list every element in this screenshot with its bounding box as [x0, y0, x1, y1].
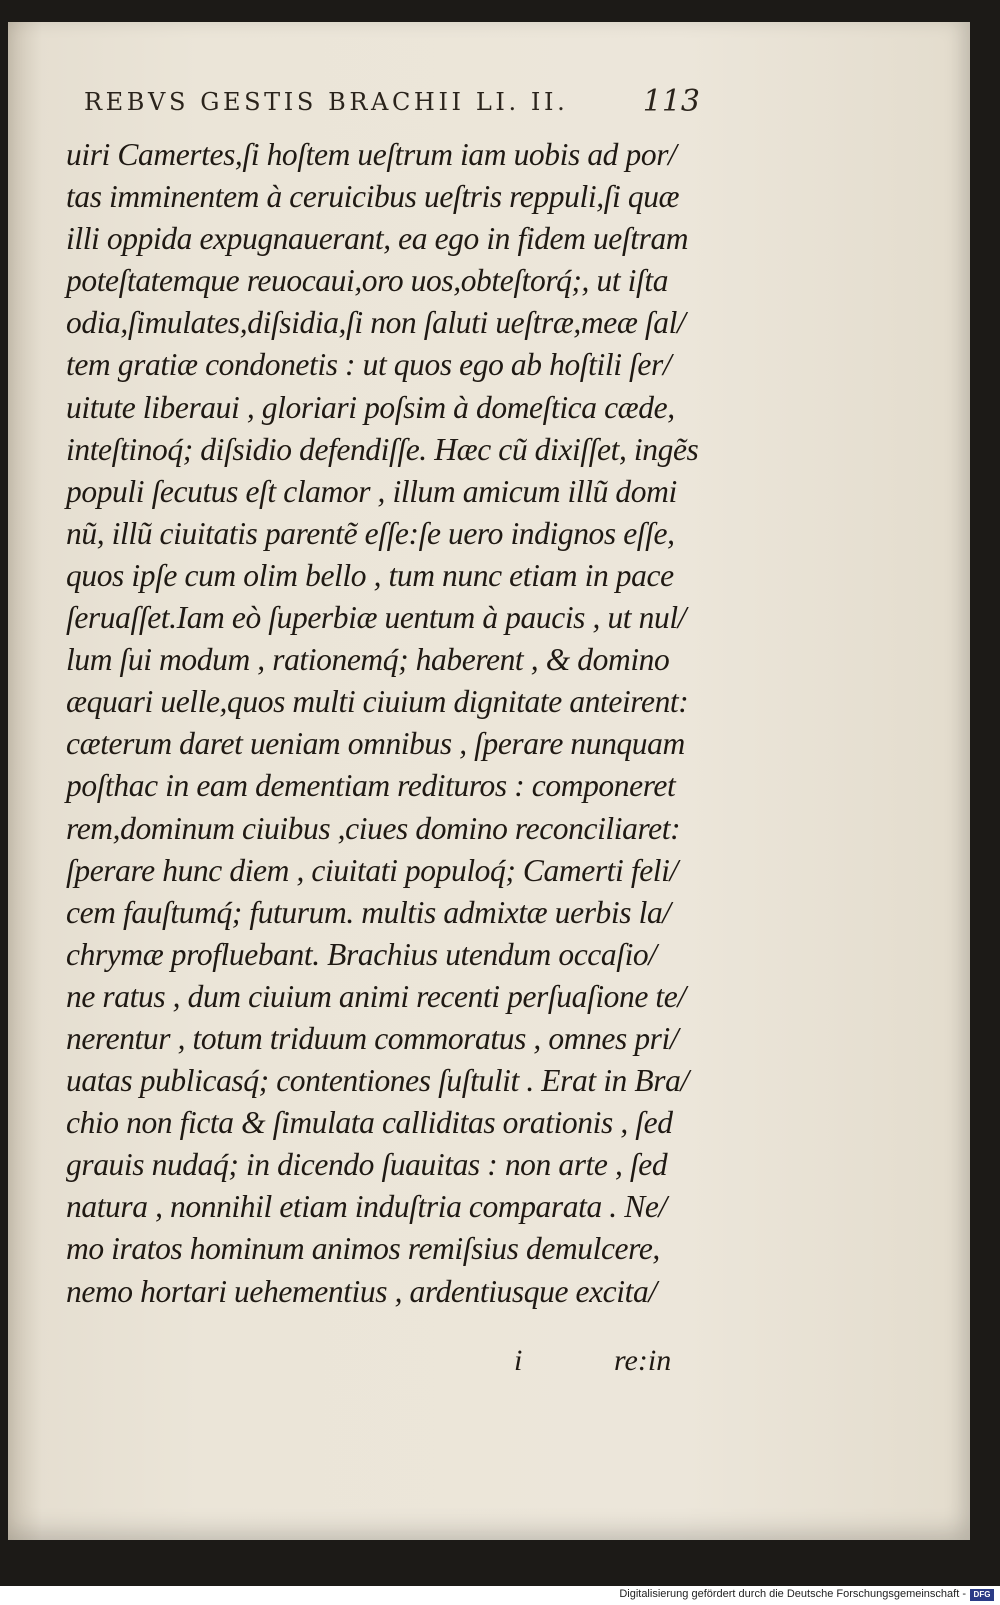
text-line: natura , nonnihil etiam induſtria comparata . Ne/	[66, 1189, 667, 1225]
text-line: æquari uelle,quos multi ciuium dignitate anteirent:	[66, 684, 689, 720]
catchword: re:in	[614, 1344, 672, 1377]
text-line: chio non ficta & ſimulata calliditas orationis , ſed	[66, 1105, 673, 1141]
body-text	[66, 134, 706, 1313]
text-line: poſthac in eam dementiam redituros : componeret	[66, 768, 676, 804]
gutter-shadow	[8, 22, 42, 1540]
text-line: uatas publicasq́; contentiones ſuſtulit . Erat in Bra/	[66, 1063, 689, 1099]
text-line: lum ſui modum , rationemq́; haberent , & domino	[66, 642, 670, 678]
text-line: mo iratos hominum animos remiſsius demulcere,	[66, 1231, 660, 1267]
footer-strip	[0, 1586, 1000, 1605]
text-line: tem gratiæ condonetis : ut quos ego ab hoſtili ſer/	[66, 347, 672, 383]
footer-credit: Digitalisierung gefördert durch die Deutsche Forschungsgemeinschaft -	[619, 1588, 966, 1600]
text-line: nemo hortari uehementius , ardentiusque excita/	[66, 1273, 657, 1309]
running-head-title: REBVS GESTIS BRACHII LI. II.	[84, 88, 569, 116]
text-line: uiri Camertes,ſi hoſtem ueſtrum iam uobis ad por/	[66, 137, 677, 172]
folio-number: 113	[642, 84, 700, 119]
text-line: odia,ſimulates,diſsidia,ſi non ſaluti ueſtræ,meæ ſal/	[66, 305, 686, 341]
text-line: cæterum daret ueniam omnibus , ſperare nunquam	[66, 726, 685, 762]
text-line: cem fauſtumq́; futurum. multis admixtæ uerbis la/	[66, 894, 671, 930]
catch-row	[508, 1340, 708, 1390]
text-line: poteſtatemque reuocaui,oro uos,obteſtorq́;, ut iſta	[66, 263, 669, 299]
text-line: ſperare hunc diem , ciuitati populoq́; Camerti feli/	[66, 852, 678, 888]
text-line: populi ſecutus eſt clamor , illum amicum illũ domi	[66, 473, 677, 509]
text-line: rem,dominum ciuibus ,ciues domino reconciliaret:	[66, 810, 681, 846]
text-line: quos ipſe cum olim bello , tum nunc etiam in pace	[66, 557, 674, 593]
signature-mark: i	[514, 1344, 523, 1377]
text-line: uitute liberaui , gloriari poſsim à domeſtica cæde,	[66, 389, 675, 425]
text-line: ſeruaſſet.Iam eò ſuperbiæ uentum à paucis , ut nul/	[66, 600, 687, 636]
book-page	[8, 22, 970, 1540]
text-line: nerentur , totum triduum commoratus , omnes pri/	[66, 1020, 679, 1056]
running-head	[84, 80, 700, 130]
text-line: inteſtinoq́; diſsidio defendiſſe. Hæc cũ dixiſſet, ingẽs	[66, 431, 699, 467]
text-line: ne ratus , dum ciuium animi recenti perſuaſione te/	[66, 978, 686, 1014]
text-line: nũ, illũ ciuitatis parentẽ eſſe:ſe uero indignos eſſe,	[66, 515, 675, 551]
text-line: illi oppida expugnauerant, ea ego in fidem ueſtram	[66, 221, 689, 257]
dfg-logo-icon: DFG	[970, 1589, 994, 1601]
text-line: chrymæ profluebant. Brachius utendum occaſio/	[66, 936, 657, 972]
text-line: tas imminentem à ceruicibus ueſtris reppuli,ſi quæ	[66, 179, 680, 215]
text-line: grauis nudaq́; in dicendo ſuauitas : non arte , ſed	[66, 1147, 668, 1183]
